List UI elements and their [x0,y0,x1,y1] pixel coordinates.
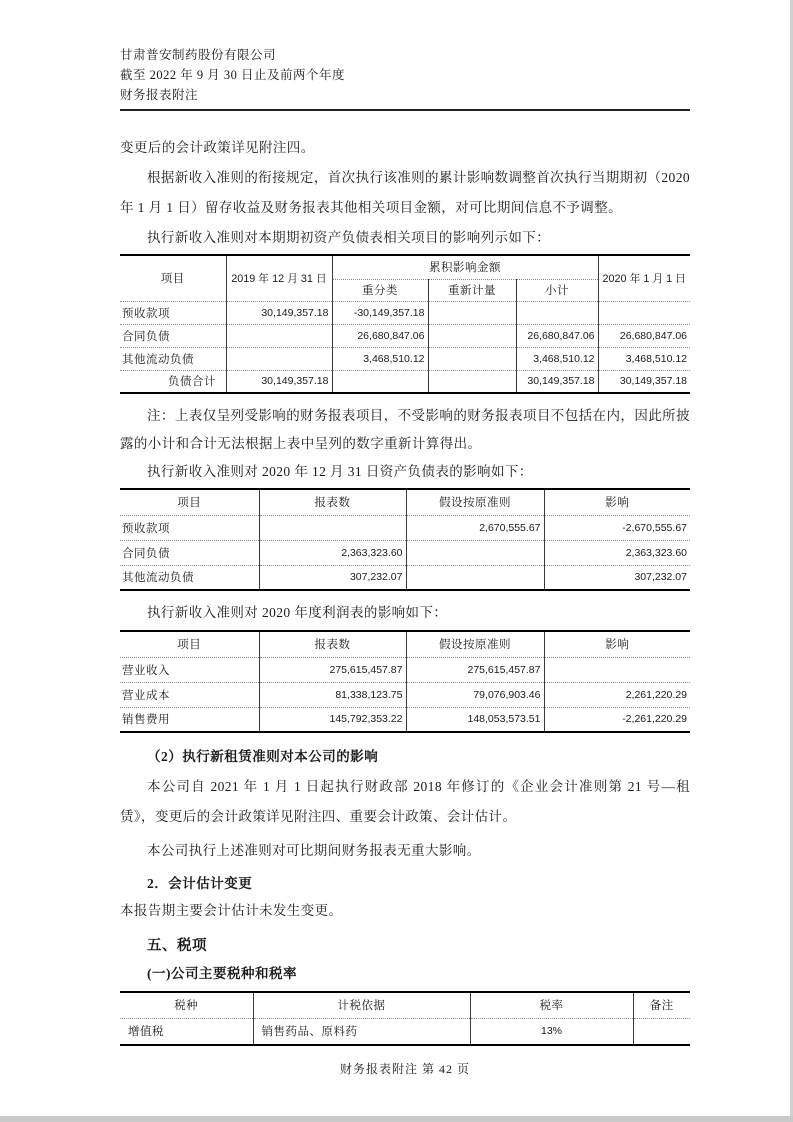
document-header [120,0,690,111]
row-label: 预收款项 [120,301,226,324]
row-label: 合同负债 [120,324,226,347]
cell-value: -2,261,220.29 [622,713,687,726]
col-header-reported: 报表数 [259,489,406,515]
cell-value [226,347,332,370]
col-header-tax-rate: 税率 [470,992,633,1018]
col-header-item: 项目 [120,255,226,301]
cell-value [428,370,516,393]
table-header-row [120,489,690,515]
report-period: 截至 2022 年 9 月 30 日止及前两个年度 [120,68,346,82]
cell-value [332,370,428,393]
paragraph-policy-ref: 变更后的会计政策详见附注四。 [120,140,315,155]
table-row [120,515,690,540]
document-title: 财务报表附注 [120,88,199,102]
cell-value [544,657,690,682]
table-row [120,657,690,682]
cell-value: 307,232.07 [634,571,687,584]
cell-value: 79,076,903.46 [406,682,544,707]
table-row [120,324,690,347]
row-label: 预收款项 [120,515,259,540]
income-statement-impact-table [120,630,690,733]
cell-value: 30,149,357.18 [226,301,332,324]
col-header-impact: 影响 [544,631,690,657]
paragraph-table-note: 注：上表仅呈列受影响的财务报表项目，不受影响的财务报表项目不包括在内，因此所披露的小计和合计无法根据上表中呈列的数字重新计算得出。 [120,408,690,451]
cell-value [598,301,690,324]
cell-value [259,515,406,540]
col-header-item: 项目 [120,489,259,515]
table-header-row [120,255,690,279]
cell-value: 26,680,847.06 [598,324,690,347]
heading-tax-section: 五、税项 [147,938,207,954]
paragraph-table2-intro: 执行新收入准则对 2020 年 12 月 31 日资产负债表的影响如下： [147,464,533,479]
col-header-old-standard: 假设按原准则 [406,631,544,657]
cell-value: 2,261,220.29 [544,682,690,707]
col-header-tax-type: 税种 [120,992,253,1018]
paragraph-estimate-change: 本报告期主要会计估计未发生变更。 [120,903,343,918]
cell-value [226,324,332,347]
table-row [120,682,690,707]
row-label: 其他流动负债 [120,347,226,370]
cell-value [406,540,544,565]
row-label: 营业收入 [120,657,259,682]
row-label: 销售费用 [120,707,259,732]
cell-value: 26,680,847.06 [516,324,598,347]
tax-rate-table [120,991,690,1046]
cell-value: 275,615,457.87 [259,657,406,682]
cell-value [428,301,516,324]
company-name: 甘肃普安制药股份有限公司 [120,48,277,62]
cell-value: 81,338,123.75 [259,682,406,707]
table-row [120,1018,690,1045]
row-label: 合同负债 [120,540,259,565]
table-row [120,540,690,565]
table-row [120,301,690,324]
col-header-tax-basis: 计税依据 [253,992,470,1018]
balance-sheet-impact-table [120,488,690,591]
page-footer: 财务报表附注 第 42 页 [339,1062,470,1076]
col-header-old-standard: 假设按原准则 [406,489,544,515]
col-header-remark: 备注 [633,992,690,1018]
row-label: 增值税 [120,1018,253,1045]
col-header-reported: 报表数 [259,631,406,657]
table-total-row [120,370,690,393]
cell-value: 307,232.07 [259,565,406,590]
table-row [120,707,690,732]
heading-lease-standard: （2）执行新租赁准则对本公司的影响 [147,749,379,764]
heading-estimate-change: 2．会计估计变更 [147,876,253,891]
cell-value: 30,149,357.18 [516,370,598,393]
col-header-subtotal: 小计 [516,279,598,301]
paragraph-table3-intro: 执行新收入准则对 2020 年度利润表的影响如下： [147,605,448,620]
cell-value: 3,468,510.12 [332,347,428,370]
cell-value: 30,149,357.18 [226,370,332,393]
col-header-remeasure: 重新计量 [428,279,516,301]
heading-tax-types: (一)公司主要税种和税率 [147,966,297,981]
cell-value: 3,468,510.12 [598,347,690,370]
paragraph-table1-intro: 执行新收入准则对本期期初资产负债表相关项目的影响列示如下： [147,230,551,245]
cell-value: 2,670,555.67 [406,515,544,540]
row-label: 营业成本 [120,682,259,707]
table-header-row [120,992,690,1018]
col-header-2019: 2019 年 12 月 31 日 [226,255,332,301]
cell-value: 275,615,457.87 [406,657,544,682]
cell-value: 3,468,510.12 [516,347,598,370]
cell-value: 145,792,353.22 [259,707,406,732]
cell-value [406,565,544,590]
col-header-cumulative: 累积影响金额 [332,255,598,279]
table-row [120,565,690,590]
cell-value: 2,363,323.60 [544,540,690,565]
cell-value [516,301,598,324]
cell-value [428,324,516,347]
cell-value: 148,053,573.51 [406,707,544,732]
cell-remark [633,1018,690,1045]
cell-value: 2,363,323.60 [259,540,406,565]
cell-tax-rate: 13% [470,1018,633,1045]
table-row [120,347,690,370]
cell-value: -2,670,555.67 [544,515,690,540]
col-header-impact: 影响 [544,489,690,515]
paragraph-transition-rule: 根据新收入准则的衔接规定，首次执行该准则的累计影响数调整首次执行当期期初（2020 年 1 月 1 日）留存收益及财务报表其他相关项目金额，对可比期间信息不予调整。 [120,170,690,215]
cell-value [428,347,516,370]
col-header-2020: 2020 年 1 月 1 日 [598,255,690,301]
cell-tax-basis: 销售药品、原料药 [253,1018,470,1045]
col-header-reclass: 重分类 [332,279,428,301]
row-label: 其他流动负债 [120,565,259,590]
page-content [120,0,690,1077]
paragraph-lease-impact: 本公司执行上述准则对可比期间财务报表无重大影响。 [147,843,481,858]
cell-value: -30,149,357.18 [332,301,428,324]
table-header-row [120,631,690,657]
scan-edge-bottom [0,1116,793,1122]
row-label: 负债合计 [120,370,226,393]
cell-value: 30,149,357.18 [619,375,688,388]
col-header-item: 项目 [120,631,259,657]
paragraph-lease-adoption: 本公司自 2021 年 1 月 1 日起执行财政部 2018 年修订的《企业会计准则第 21 号—租赁》，变更后的会计政策详见附注四、重要会计政策、会计估计。 [120,779,690,824]
opening-balance-impact-table [120,254,690,394]
cell-value: 26,680,847.06 [332,324,428,347]
